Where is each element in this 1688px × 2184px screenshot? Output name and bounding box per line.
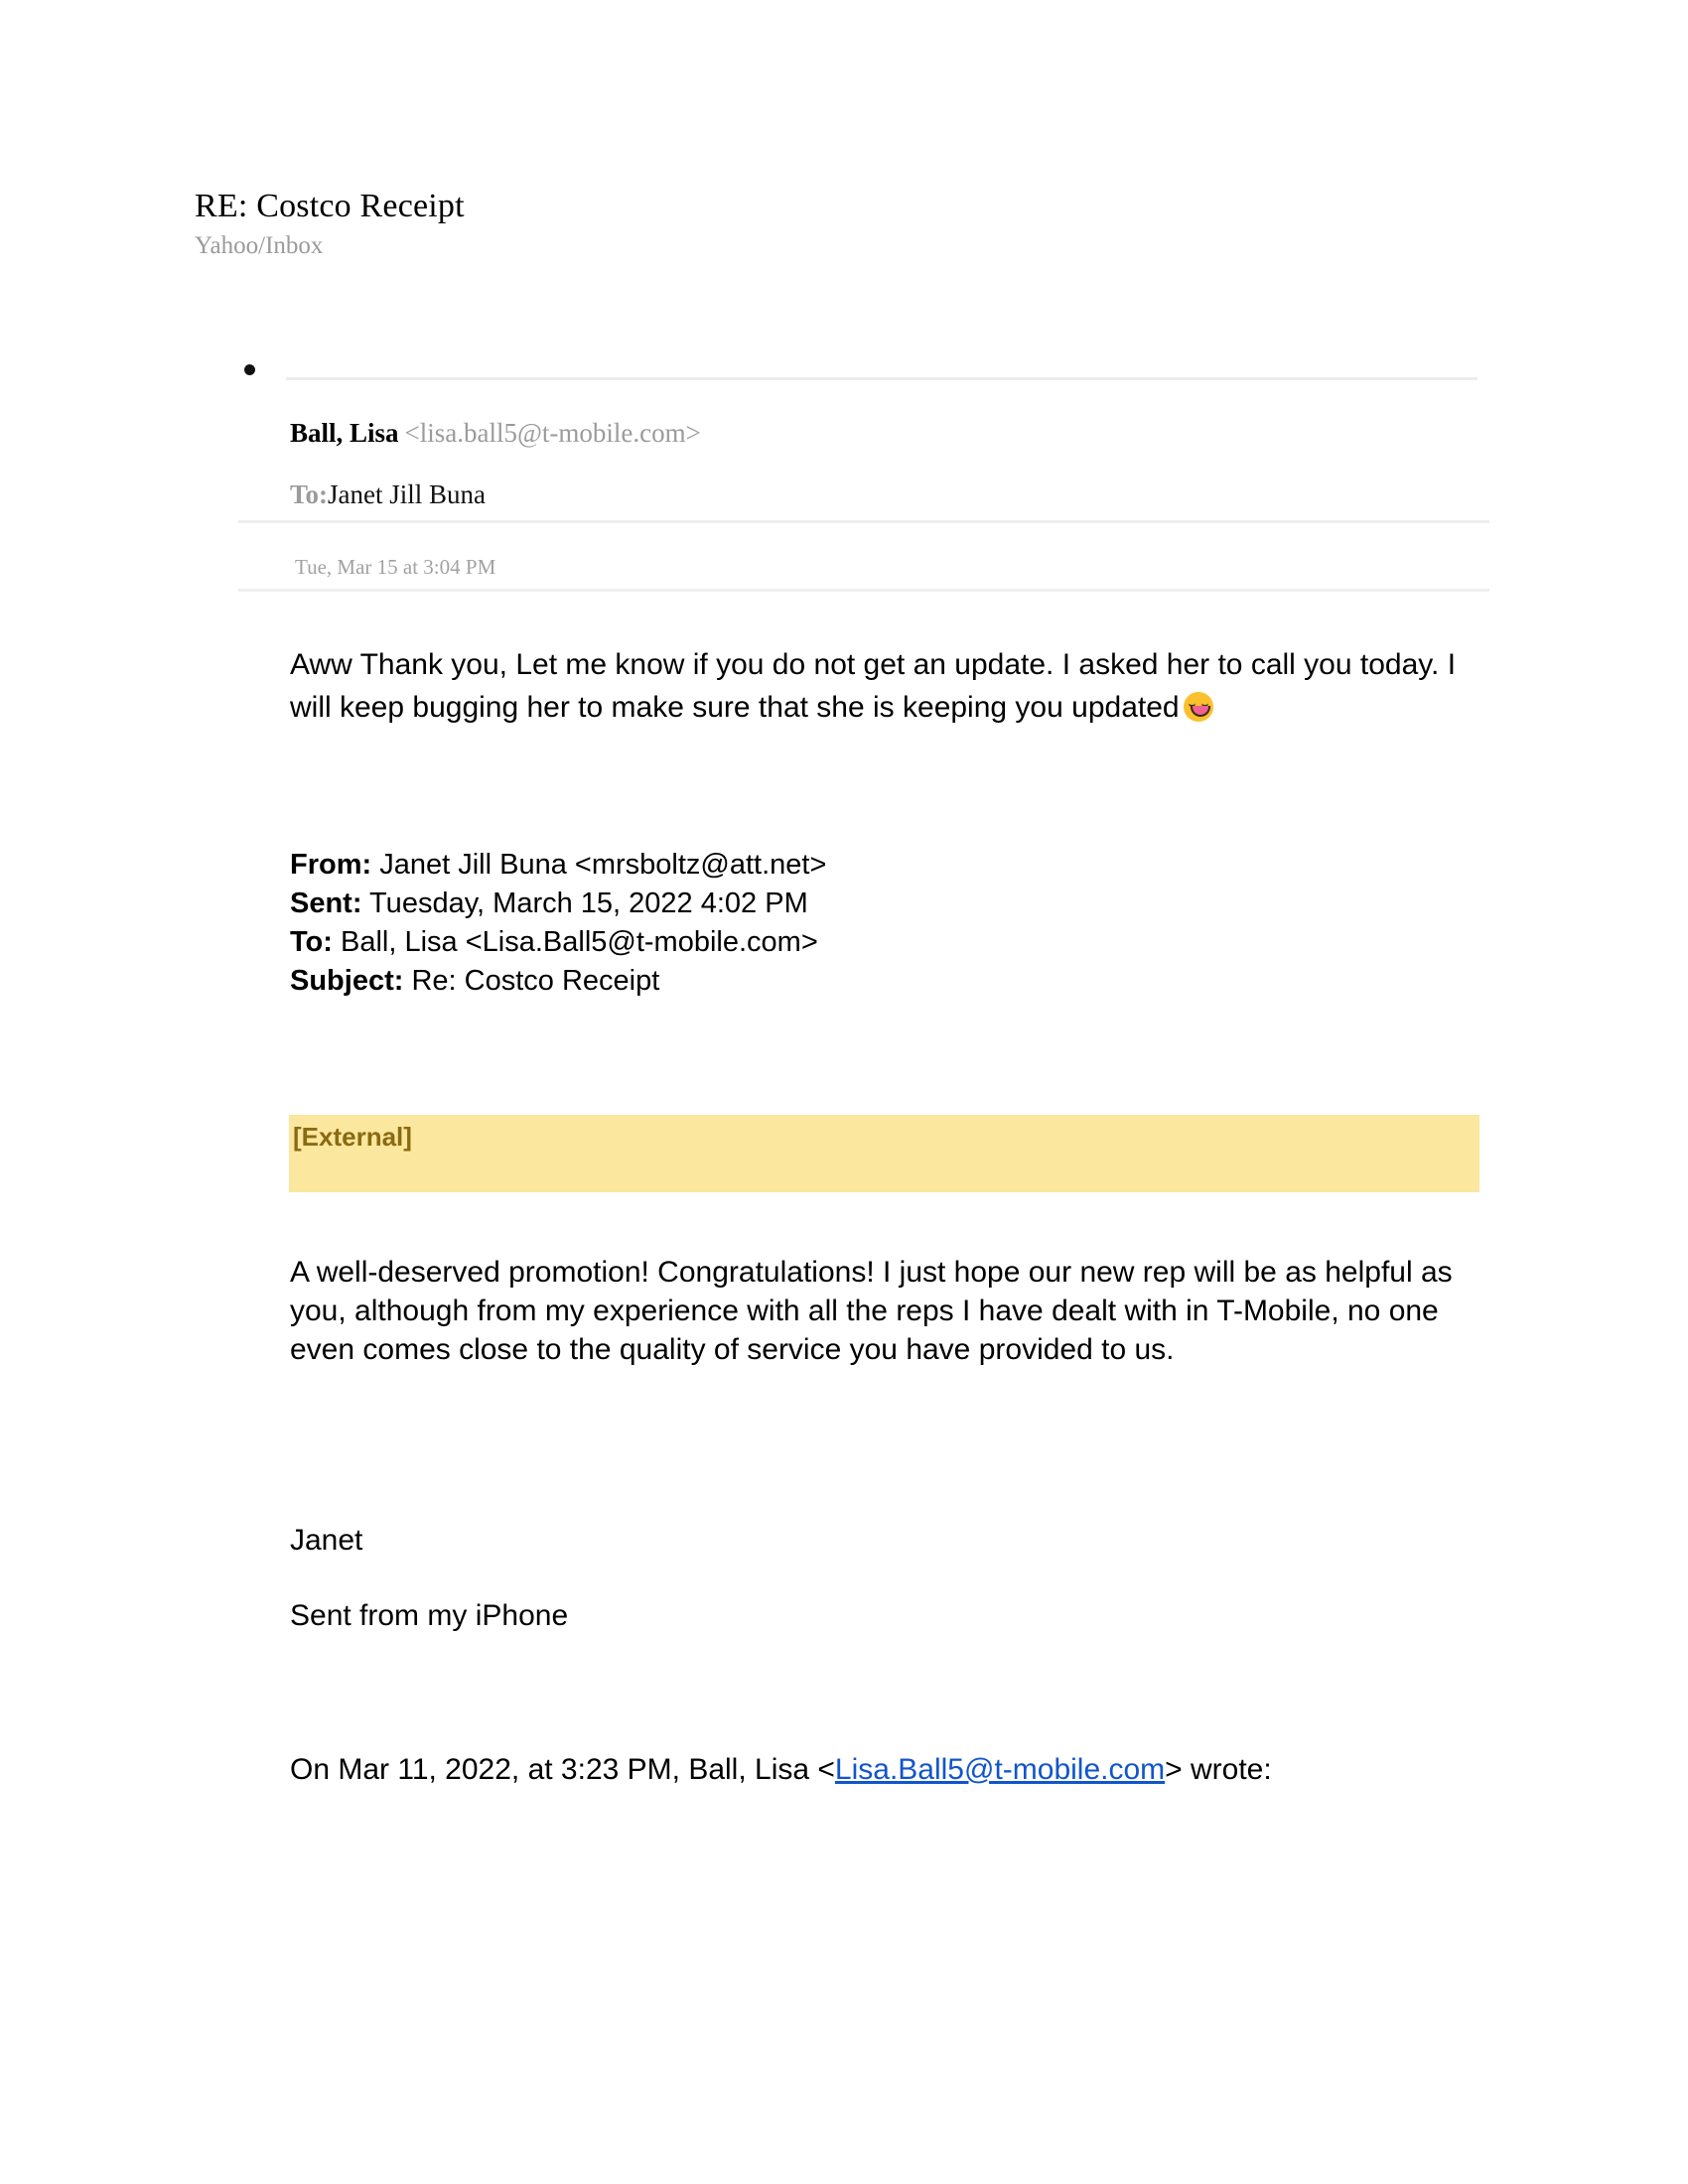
quoted-from-value: Janet Jill Buna <mrsboltz@att.net> [379,849,827,881]
quoted-body-paragraph: A well-deserved promotion! Congratulations! I just hope our new rep will be as helpful as you, although from my experience with all the reps I have dealt with in T-Mobile, no one even comes close to the quality of service you have provided to us. [290,1256,1453,1366]
quoted-attribution-suffix: > wrote: [1165,1753,1272,1786]
sender-row [238,418,1489,449]
message-body-text: Aww Thank you, Let me know if you do not get an update. I asked her to call you today. I will keep bugging her to make sure that she is keeping you updated [290,648,1457,724]
signature-sent-from: Sent from my iPhone [290,1599,569,1632]
message-bullet-row [238,355,1489,383]
recipient-row [238,479,1489,523]
quoted-sent-label: Sent: [290,887,362,919]
divider-top [286,377,1477,380]
sender-email[interactable]: <lisa.ball5@t-mobile.com> [404,418,701,448]
recipient-value[interactable]: Janet Jill Buna [328,479,487,509]
bullet-icon [244,364,255,375]
quoted-message-header [290,846,1481,1001]
quoted-message-body [290,1253,1486,1369]
quoted-subject-value: Re: Costco Receipt [411,965,660,997]
quoted-from-line [290,846,1481,885]
email-address-link[interactable]: Lisa.Ball5@t-mobile.com [834,1753,1166,1786]
quoted-attribution-line [290,1750,1272,1790]
breadcrumb: Yahoo/Inbox [195,232,324,259]
document-header [195,187,1188,262]
quoted-to-value: Ball, Lisa <Lisa.Ball5@t-mobile.com> [341,926,818,958]
quoted-subject-line [290,962,1481,1001]
page-title: RE: Costco Receipt [195,188,465,224]
quoted-from-label: From: [290,849,372,881]
message-body [290,643,1481,729]
quoted-sent-line [290,885,1481,923]
sender-name: Ball, Lisa [290,418,399,448]
message-date-row [238,555,1489,592]
external-sender-banner [289,1115,1479,1192]
quoted-to-label: To: [290,926,333,958]
quoted-to-line [290,923,1481,962]
smiling-face-with-smiling-eyes-icon [1184,692,1213,722]
message-timestamp: Tue, Mar 15 at 3:04 PM [295,555,496,579]
recipient-label: To: [290,479,329,509]
signature-name: Janet [290,1524,363,1557]
message-card [238,355,1489,592]
external-banner-label: [External] [293,1122,412,1152]
quoted-sent-value: Tuesday, March 15, 2022 4:02 PM [369,887,808,919]
message-body-paragraph [290,643,1457,729]
quoted-attribution-prefix: On Mar 11, 2022, at 3:23 PM, Ball, Lisa < [290,1753,835,1786]
quoted-subject-label: Subject: [290,965,404,997]
